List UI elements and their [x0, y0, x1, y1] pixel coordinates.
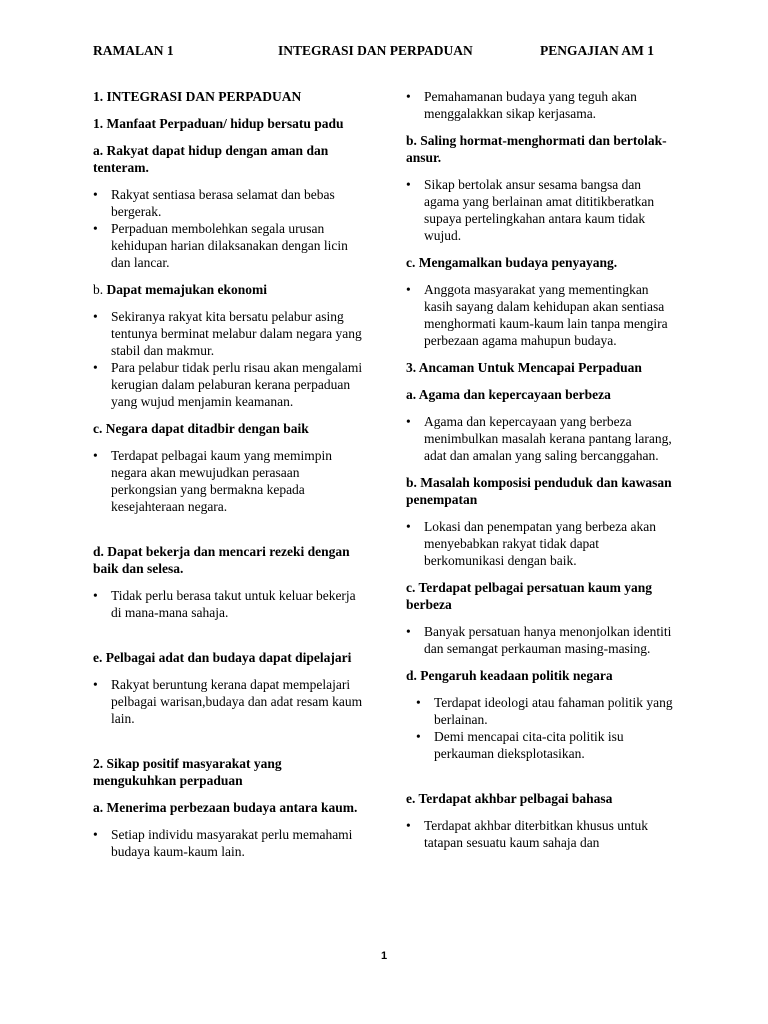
subheading-3d: d. Pengaruh keadaan politik negara	[406, 668, 613, 683]
subheading-2a: a. Menerima perbezaan budaya antara kaum.	[93, 800, 358, 815]
list-1e	[93, 676, 363, 727]
list-item: • Terdapat ideologi atau fahaman politik yang berlainan.	[406, 694, 678, 728]
subheading-3a: a. Agama dan kepercayaan berbeza	[406, 387, 611, 402]
right-column	[406, 88, 678, 861]
main-title: 1. INTEGRASI DAN PERPADUAN	[93, 89, 302, 104]
list-item: • Terdapat pelbagai kaum yang memimpin negara akan mewujudkan perasaan perkongsian yang bermakna kepada kesejahteraan negara.	[93, 447, 363, 515]
list-3a	[406, 413, 678, 464]
list-item: • Perpaduan membolehkan segala urusan kehidupan harian dilaksanakan dengan licin dan lancar.	[93, 220, 363, 271]
subheading-1e: e. Pelbagai adat dan budaya dapat dipelajari	[93, 650, 352, 665]
left-column	[93, 88, 363, 870]
list-item: • Sekiranya rakyat kita bersatu pelabur asing tentunya berminat melabur dalam negara yang stabil dan makmur.	[93, 308, 363, 359]
section-3-heading: 3. Ancaman Untuk Mencapai Perpaduan	[406, 360, 642, 375]
subheading-3c: c. Terdapat pelbagai persatuan kaum yang berbeza	[406, 580, 653, 612]
subheading-3e: e. Terdapat akhbar pelbagai bahasa	[406, 791, 613, 806]
subheading-1a: a. Rakyat dapat hidup dengan aman dan tenteram.	[93, 143, 329, 175]
header-right: PENGAJIAN AM 1	[540, 43, 654, 58]
list-item: • Rakyat sentiasa berasa selamat dan bebas bergerak.	[93, 186, 363, 220]
header-left: RAMALAN 1	[93, 43, 174, 58]
section-1-heading: 1. Manfaat Perpaduan/ hidup bersatu padu	[93, 116, 344, 131]
list-1a	[93, 186, 363, 271]
list-item: • Tidak perlu berasa takut untuk keluar bekerja di mana-mana sahaja.	[93, 587, 363, 621]
subheading-3b: b. Masalah komposisi penduduk dan kawasan penempatan	[406, 475, 672, 507]
list-1d	[93, 587, 363, 621]
subheading-1b-prefix: b.	[93, 282, 107, 297]
list-item: • Agama dan kepercayaan yang berbeza menimbulkan masalah kerana pantang larang, adat dan amalan yang saling bercanggahan.	[406, 413, 678, 464]
list-2a-cont	[406, 88, 678, 122]
subheading-1c: c. Negara dapat ditadbir dengan baik	[93, 421, 309, 436]
subheading-1d: d. Dapat bekerja dan mencari rezeki dengan baik dan selesa.	[93, 544, 350, 576]
list-item: • Demi mencapai cita-cita politik isu perkauman dieksplotasikan.	[406, 728, 678, 762]
list-item: • Setiap individu masyarakat perlu memahami budaya kaum-kaum lain.	[93, 826, 363, 860]
page-number: 1	[380, 950, 388, 962]
list-3b	[406, 518, 678, 569]
list-item: • Lokasi dan penempatan yang berbeza akan menyebabkan rakyat tidak dapat berkomunikasi dengan baik.	[406, 518, 678, 569]
list-3e	[406, 817, 678, 851]
subheading-2c: c. Mengamalkan budaya penyayang.	[406, 255, 618, 270]
list-3c	[406, 623, 678, 657]
list-2a	[93, 826, 363, 860]
list-item: • Anggota masyarakat yang mementingkan kasih sayang dalam kehidupan akan sentiasa menghormati kaum-kaum lain tanpa mengira perbezaan agama mahupun budaya.	[406, 281, 678, 349]
list-item: • Rakyat beruntung kerana dapat mempelajari pelbagai warisan,budaya dan adat resam kaum lain.	[93, 676, 363, 727]
header-center: INTEGRASI DAN PERPADUAN	[278, 43, 473, 58]
list-1b	[93, 308, 363, 410]
subheading-1b-text: Dapat memajukan ekonomi	[106, 282, 268, 297]
section-2-heading: 2. Sikap positif masyarakat yang mengukuhkan perpaduan	[93, 756, 282, 788]
list-item: • Sikap bertolak ansur sesama bangsa dan agama yang berlainan amat dititikberatkan supaya pertelingkahan antara kaum tidak wujud.	[406, 176, 678, 244]
list-item: • Para pelabur tidak perlu risau akan mengalami kerugian dalam pelaburan kerana perpaduan yang wujud menjamin keamanan.	[93, 359, 363, 410]
list-1c	[93, 447, 363, 515]
list-2b	[406, 176, 678, 244]
list-3d	[406, 694, 678, 762]
list-item: • Banyak persatuan hanya menonjolkan identiti dan semangat perkauman masing-masing.	[406, 623, 678, 657]
list-item: • Terdapat akhbar diterbitkan khusus untuk tatapan sesuatu kaum sahaja dan	[406, 817, 678, 851]
subheading-2b: b. Saling hormat-menghormati dan bertolak-ansur.	[406, 133, 667, 165]
list-item: • Pemahamanan budaya yang teguh akan menggalakkan sikap kerjasama.	[406, 88, 678, 122]
subheading-1b	[93, 281, 363, 298]
list-2c	[406, 281, 678, 349]
